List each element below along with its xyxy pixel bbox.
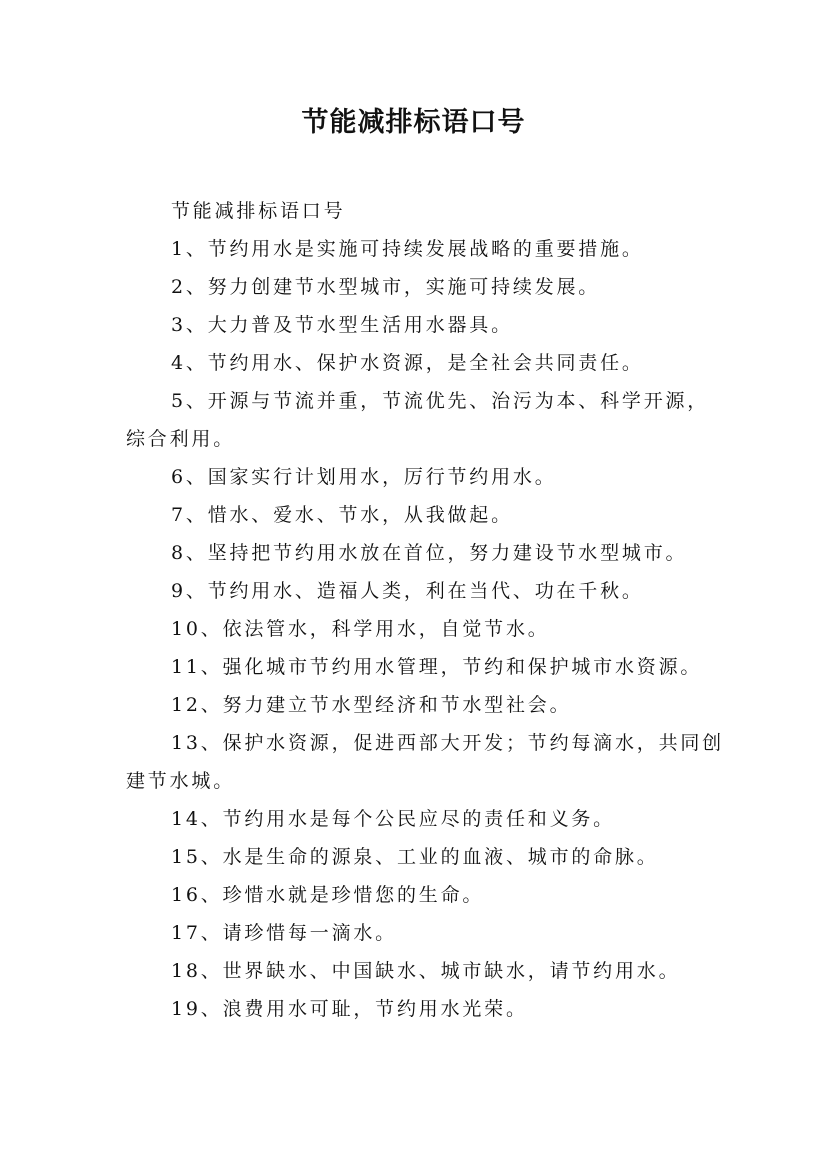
slogan-item-16: 16、珍惜水就是珍惜您的生命。 [171,884,485,906]
document-title: 节能减排标语口号 [301,107,526,138]
slogan-item-18: 18、世界缺水、中国缺水、城市缺水，请节约用水。 [171,960,681,982]
slogan-item-13: 13、保护水资源，促进西部大开发；节约每滴水，共同创建节水城。 [126,732,724,792]
slogan-item-2: 2、努力创建节水型城市，实施可持续发展。 [171,276,601,298]
slogan-item-12: 12、努力建立节水型经济和节水型社会。 [171,694,572,716]
slogan-item-8: 8、坚持把节约用水放在首位，努力建设节水型城市。 [171,542,688,564]
slogan-item-3: 3、大力普及节水型生活用水器具。 [171,314,513,336]
paragraph-heading: 节能减排标语口号 [171,200,346,222]
slogan-item-15: 15、水是生命的源泉、工业的血液、城市的命脉。 [171,846,659,868]
slogan-item-19: 19、浪费用水可耻，节约用水光荣。 [171,998,528,1020]
slogan-item-14: 14、节约用水是每个公民应尽的责任和义务。 [171,808,615,830]
slogan-item-11: 11、强化城市节约用水管理，节约和保护城市水资源。 [171,656,703,678]
slogan-item-4: 4、节约用水、保护水资源，是全社会共同责任。 [171,352,644,374]
slogan-item-7: 7、惜水、爱水、节水，从我做起。 [171,504,513,526]
slogan-item-5: 5、开源与节流并重，节流优先、治污为本、科学开源，综合利用。 [126,390,710,450]
document-body [126,192,726,1028]
slogan-item-10: 10、依法管水，科学用水，自觉节水。 [171,618,550,640]
slogan-item-6: 6、国家实行计划用水，厉行节约用水。 [171,466,557,488]
slogan-item-17: 17、请珍惜每一滴水。 [171,922,397,944]
slogan-item-9: 9、节约用水、造福人类，利在当代、功在千秋。 [171,580,644,602]
slogan-item-1: 1、节约用水是实施可持续发展战略的重要措施。 [171,238,644,260]
